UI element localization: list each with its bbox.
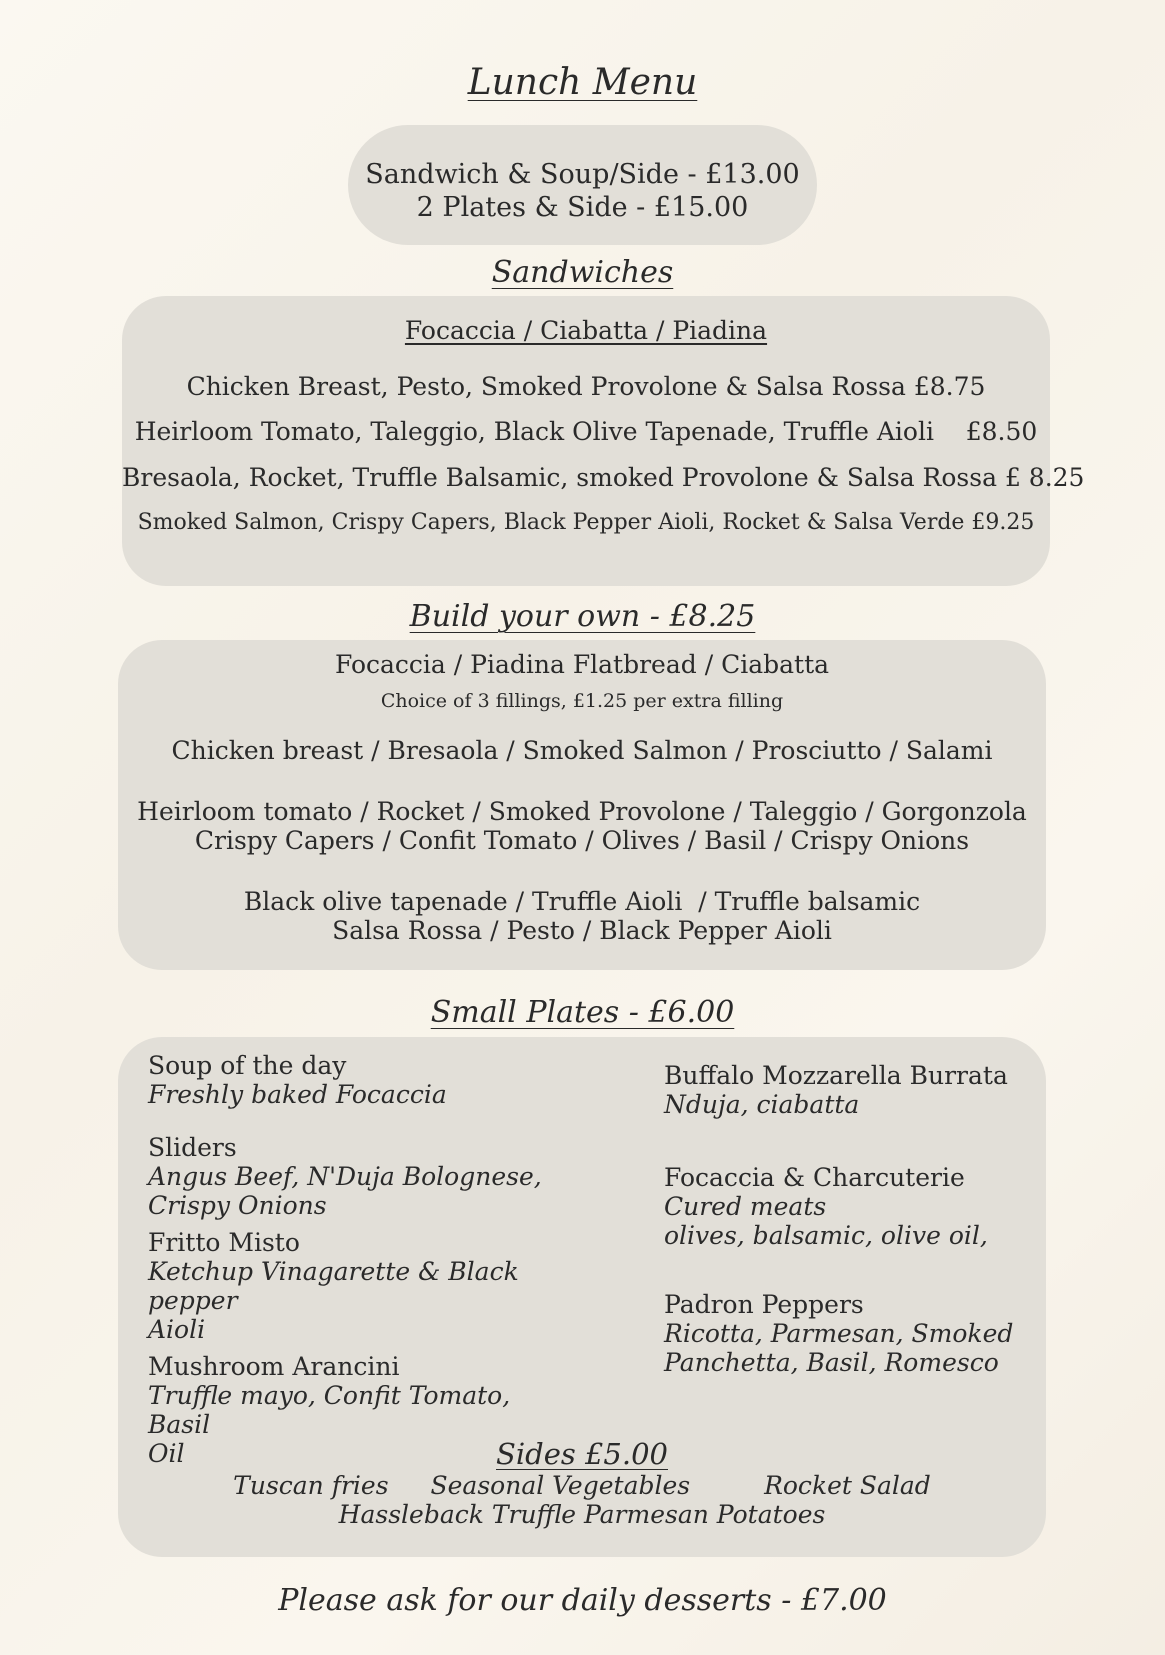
- sides-row: [118, 1471, 1046, 1500]
- menu-item: [664, 1163, 1024, 1250]
- sandwich-breads: Focaccia / Ciabatta / Piadina: [404, 316, 768, 345]
- byo-sauces: Black olive tapenade / Truffle Aioli / Truffle balsamic: [243, 887, 921, 916]
- item-name: Fritto Misto: [148, 1228, 300, 1257]
- item-name: Mushroom Arancini: [148, 1352, 400, 1381]
- sandwich-item: Chicken Breast, Pesto, Smoked Provolone & Salsa Rossa £8.75: [186, 372, 986, 401]
- menu-item: [148, 1228, 578, 1344]
- menu-item: [664, 1061, 1024, 1119]
- item-name: Soup of the day: [148, 1051, 347, 1080]
- byo-breads: Focaccia / Piadina Flatbread / Ciabatta: [334, 650, 830, 679]
- byo-note: Choice of 3 fillings, £1.25 per extra filling: [380, 690, 784, 712]
- item-name: Focaccia & Charcuterie: [664, 1163, 965, 1192]
- side-item: Rocket Salad: [764, 1471, 931, 1500]
- small-plates-box: [118, 1037, 1046, 1557]
- byo-veg: Heirloom tomato / Rocket / Smoked Provolone / Taleggio / Gorgonzola: [137, 797, 1027, 826]
- item-description: Cured meats: [664, 1192, 827, 1221]
- item-name: Sliders: [148, 1133, 237, 1162]
- item-description: Ketchup Vinagarette & Black pepper: [148, 1257, 519, 1315]
- build-your-own-box: [118, 640, 1046, 970]
- sandwich-item: Bresaola, Rocket, Truffle Balsamic, smoked Provolone & Salsa Rossa £ 8.25: [122, 463, 1085, 492]
- item-description: Nduja, ciabatta: [664, 1090, 860, 1119]
- sandwiches-box: [122, 296, 1085, 586]
- side-item: Hassleback Truffle Parmesan Potatoes: [338, 1500, 826, 1529]
- byo-veg: Crispy Capers / Confit Tomato / Olives / Basil / Crispy Onions: [194, 826, 970, 855]
- byo-sauces: Salsa Rossa / Pesto / Black Pepper Aioli: [332, 916, 832, 945]
- item-description: Oil: [148, 1439, 185, 1468]
- side-item: Seasonal Vegetables: [430, 1471, 691, 1500]
- item-description: Panchetta, Basil, Romesco: [664, 1348, 999, 1377]
- menu-item: [148, 1051, 578, 1109]
- item-name: Padron Peppers: [664, 1290, 864, 1319]
- item-description: Angus Beef, N'Duja Bolognese,: [148, 1162, 542, 1191]
- small-plates-heading: Small Plates - £6.00: [430, 995, 735, 1030]
- item-description: Aioli: [148, 1315, 206, 1344]
- sandwiches-heading: Sandwiches: [491, 255, 674, 290]
- sandwich-item: Heirloom Tomato, Taleggio, Black Olive Tapenade, Truffle Aioli £8.50: [134, 417, 1038, 446]
- menu-item: [148, 1133, 578, 1220]
- deal-line: 2 Plates & Side - £15.00: [416, 192, 749, 223]
- sides-heading: Sides £5.00: [496, 1437, 668, 1471]
- desserts-note: Please ask for our daily desserts - £7.00: [278, 1583, 887, 1618]
- item-description: Crispy Onions: [148, 1191, 327, 1220]
- item-description: Ricotta, Parmesan, Smoked: [664, 1319, 1014, 1348]
- small-plates-right-column: [664, 1061, 1024, 1399]
- meal-deal-box: [348, 125, 817, 245]
- small-plates-left-column: [148, 1051, 578, 1490]
- item-description: Truffle mayo, Confit Tomato, Basil: [148, 1381, 511, 1439]
- side-item: Tuscan fries: [233, 1471, 389, 1500]
- item-description: olives, balsamic, olive oil,: [664, 1221, 988, 1250]
- menu-item: [664, 1290, 1024, 1377]
- sandwich-item: Smoked Salmon, Crispy Capers, Black Pepper Aioli, Rocket & Salsa Verde £9.25: [137, 510, 1035, 535]
- build-your-own-heading: Build your own - £8.25: [409, 599, 756, 634]
- page-title: Lunch Menu: [467, 62, 698, 103]
- byo-proteins: Chicken breast / Bresaola / Smoked Salmon / Prosciutto / Salami: [171, 736, 993, 765]
- deal-line: Sandwich & Soup/Side - £13.00: [365, 159, 800, 190]
- item-description: Freshly baked Focaccia: [148, 1080, 447, 1109]
- item-name: Buffalo Mozzarella Burrata: [664, 1061, 1008, 1090]
